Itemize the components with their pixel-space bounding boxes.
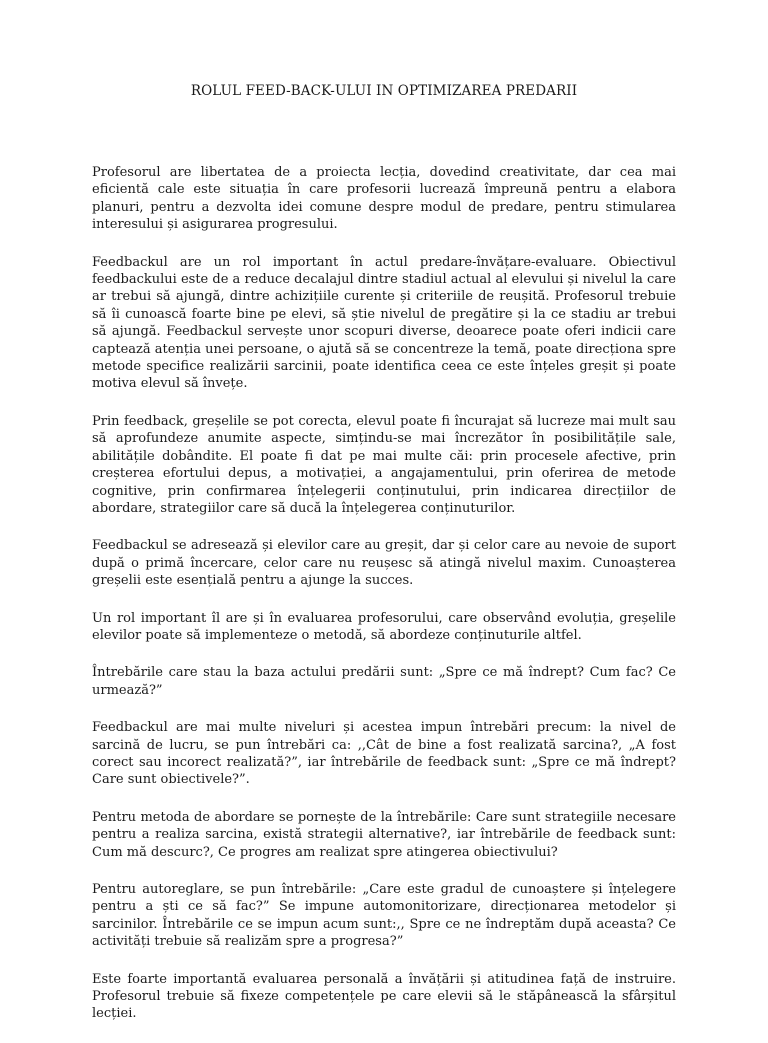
document-title: ROLUL FEED-BACK-ULUI IN OPTIMIZAREA PREDARII (190, 83, 578, 99)
paragraph-1: Profesorul are libertatea de a proiecta lecția, dovedind creativitate, dar cea mai eficientă cale este situația în care profesorii lucrează împreună pentru a elabora planuri, pentru a dezvolta idei comune despre modul de predare, pentru stimularea interesului și asigurarea progresului. (92, 165, 676, 233)
paragraph-8: Pentru metoda de abordare se pornește de la întrebările: Care sunt strategiile necesare pentru a realiza sarcina, există strategii alternative?, iar întrebările de feedback sunt: Cum mă descurc?, Ce progres am realizat spre atingerea obiectivului? (92, 809, 676, 860)
paragraph-5: Un rol important îl are și în evaluarea profesorului, care observând evoluția, greșelile elevilor poate să implementeze o metodă, să abordeze conținuturile altfel. (92, 610, 676, 643)
paragraph-7: Feedbackul are mai multe niveluri și acestea impun întrebări precum: la nivel de sarcină de lucru, se pun întrebări ca: ,,Cât de bine a fost realizată sarcina?, „A fost corect sau incorect realizată?”, iar întrebările de feedback sunt: „Spre ce mă îndrept? Care sunt obiectivele?”. (92, 720, 676, 788)
document-page (92, 82, 676, 1043)
paragraph-4: Feedbackul se adresează și elevilor care au greșit, dar și celor care au nevoie de suport după o primă încercare, celor care nu reușesc să atingă nivelul maxim. Cunoașterea greșelii este esențială pentru a ajunge la succes. (92, 538, 676, 589)
paragraph-9: Pentru autoreglare, se pun întrebările: „Care este gradul de cunoaștere și înțelegere pentru a ști ce să fac?” Se impune automonitorizare, direcționarea metodelor și sarcinilor. Întrebările ce se impun acum sunt:,, Spre ce ne îndreptăm după aceasta? Ce activități trebuie să realizăm spre a progresa?” (92, 882, 676, 950)
paragraph-6: Întrebările care stau la baza actului predării sunt: „Spre ce mă îndrept? Cum fac? Ce urmează?” (92, 665, 676, 698)
paragraph-3: Prin feedback, greșelile se pot corecta, elevul poate fi încurajat să lucreze mai mult sau să aprofundeze anumite aspecte, simțindu-se mai încrezător în posibilitățile sale, abilitățile dobândite. El poate fi dat pe mai multe căi: prin procesele afective, prin creșterea efortului depus, a motivației, a angajamentului, prin oferirea de metode cognitive, prin confirmarea înțelegerii conținutului, prin indicarea direcțiilor de abordare, strategiilor care să ducă la înțelegerea conținuturilor. (92, 413, 676, 516)
paragraph-10: Este foarte importantă evaluarea personală a învățării și atitudinea față de instruire. Profesorul trebuie să fixeze competențele pe care elevii să le stăpânească la sfârșitul lecției. (92, 971, 676, 1022)
paragraph-2: Feedbackul are un rol important în actul predare-învățare-evaluare. Obiectivul feedbackului este de a reduce decalajul dintre stadiul actual al elevului și nivelul la care ar trebui să ajungă, dintre achizițiile curente și criteriile de reușită. Profesorul trebuie să îi cunoască foarte bine pe elevi, să știe nivelul de pregătire și la ce stadiu ar trebui să ajungă. Feedbackul servește unor scopuri diverse, deoarece poate oferi indicii care captează atenția unei persoane, o ajută să se concentreze la temă, poate direcționa spre metode specifice realizării sarcinii, poate identifica ceea ce este înțeles greșit și poate motiva elevul să învețe. (92, 254, 676, 392)
